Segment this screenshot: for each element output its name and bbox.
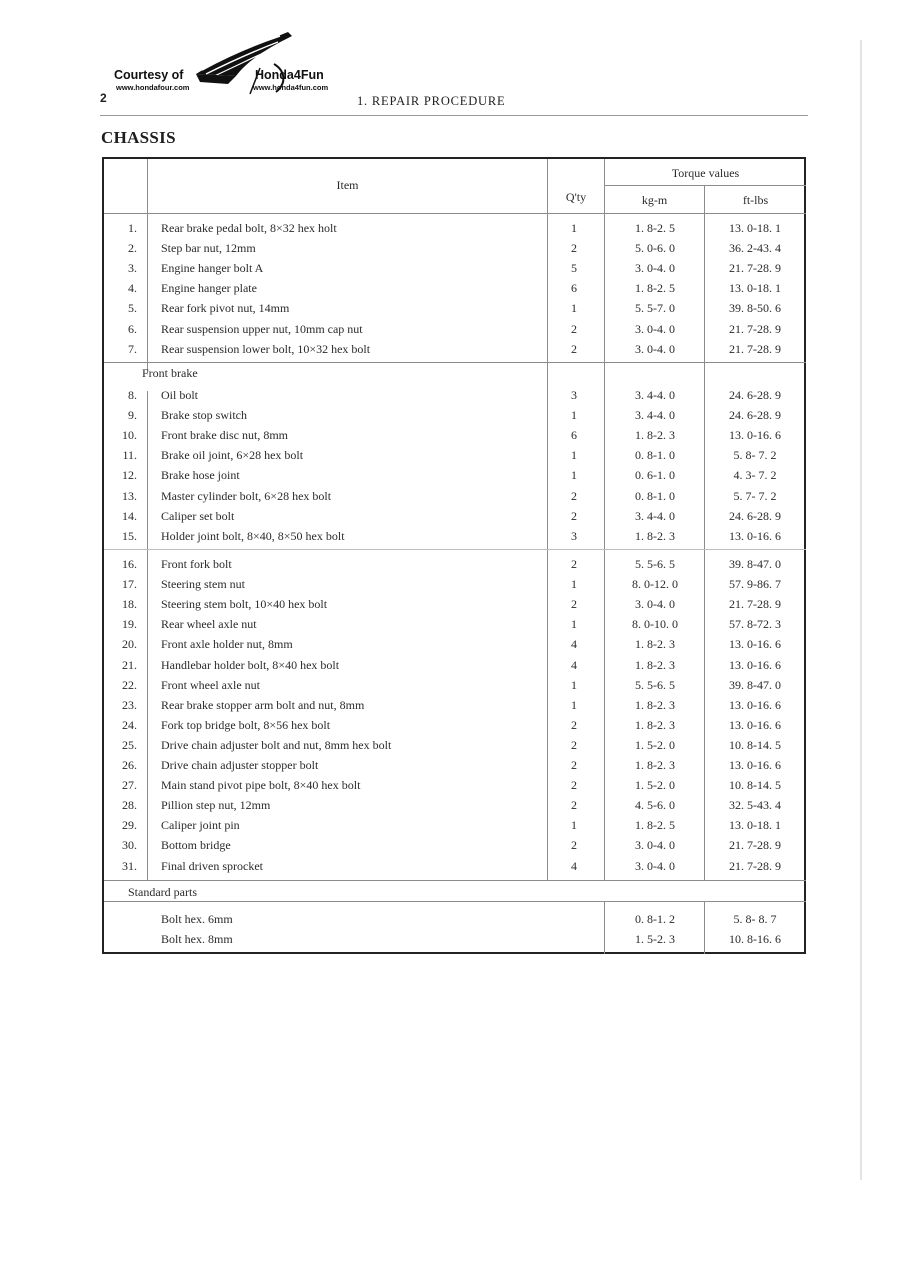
row-torque-kgm: 3. 4-4. 0 [635, 388, 675, 402]
row-item: Drive chain adjuster stopper bolt [161, 758, 319, 772]
page-edge-shadow [860, 40, 862, 1180]
row-number: 17. [122, 577, 137, 592]
row-number: 4. [128, 281, 137, 296]
row-torque-kgm: 3. 4-4. 0 [635, 408, 675, 423]
row-number: 11. [122, 448, 137, 463]
watermark-url-left: www.hondafour.com [116, 83, 190, 92]
standard-parts-rule [104, 901, 806, 902]
row-number: 5. [128, 301, 137, 316]
row-torque-ftlbs: 24. 6-28. 9 [729, 508, 781, 523]
row-torque-ftlbs: 39. 8-50. 6 [729, 301, 781, 316]
row-item: Rear brake stopper arm bolt and nut, 8mm [161, 697, 365, 712]
row-quantity: 1 [571, 468, 577, 483]
row-number: 23. [122, 697, 137, 712]
row-torque-ftlbs: 21. 7-28. 9 [729, 321, 781, 336]
header-rule [100, 115, 808, 116]
row-torque-ftlbs: 13. 0-16. 6 [729, 657, 781, 672]
table-row [104, 775, 804, 795]
header-qty: Q'ty [565, 190, 587, 204]
row-quantity: 6 [571, 281, 577, 296]
row-torque-ftlbs: 13. 0-18. 1 [729, 818, 781, 833]
row-quantity: 3 [571, 528, 577, 543]
row-item: Rear fork pivot nut, 14mm [161, 301, 290, 316]
row-torque-kgm: 3. 0-4. 0 [635, 321, 675, 336]
row-torque-ftlbs: 13. 0-16. 6 [729, 697, 781, 712]
row-item: Step bar nut, 12mm [161, 241, 256, 256]
row-number: 14. [122, 508, 137, 523]
row-torque-ftlbs: 10. 8-16. 6 [729, 932, 781, 947]
row-number: 12. [122, 468, 137, 483]
row-quantity: 2 [571, 758, 577, 772]
row-torque-ftlbs: 13. 0-16. 6 [729, 637, 781, 652]
row-torque-ftlbs: 13. 0-16. 6 [729, 428, 781, 443]
row-quantity: 2 [571, 508, 577, 523]
row-item: Engine hanger plate [161, 281, 257, 296]
row-torque-ftlbs: 21. 7-28. 9 [729, 261, 781, 276]
row-torque-ftlbs: 21. 7-28. 9 [729, 597, 781, 612]
row-quantity: 2 [571, 798, 577, 813]
row-item: Front brake disc nut, 8mm [161, 428, 288, 443]
table-row [104, 258, 804, 278]
row-number: 2. [128, 241, 137, 256]
row-quantity: 1 [571, 221, 577, 235]
row-torque-ftlbs: 10. 8-14. 5 [729, 737, 781, 752]
row-item: Engine hanger bolt A [161, 261, 264, 276]
row-number: 13. [122, 488, 137, 503]
row-item: Rear suspension upper nut, 10mm cap nut [161, 321, 363, 336]
row-torque-ftlbs: 10. 8-14. 5 [729, 778, 781, 793]
table-row [104, 594, 804, 614]
group2-bottom-rule [104, 549, 806, 550]
torque-table [102, 157, 806, 954]
row-torque-kgm: 1. 5-2. 0 [635, 737, 675, 752]
row-quantity: 2 [571, 737, 577, 752]
row-item: Master cylinder bolt, 6×28 hex bolt [161, 488, 332, 503]
row-item: Handlebar holder bolt, 8×40 hex bolt [161, 657, 340, 672]
row-item: Drive chain adjuster bolt and nut, 8mm hex bolt [161, 737, 392, 752]
row-number: 21. [122, 657, 137, 672]
table-row [104, 425, 804, 445]
row-item: Bottom bridge [161, 838, 231, 853]
row-item: Caliper set bolt [161, 508, 235, 523]
row-torque-kgm: 1. 8-2. 3 [635, 758, 675, 772]
row-quantity: 1 [571, 677, 577, 692]
table-row [104, 405, 804, 425]
row-quantity: 1 [571, 577, 577, 592]
row-torque-kgm: 3. 0-4. 0 [635, 838, 675, 853]
row-torque-kgm: 5. 0-6. 0 [635, 241, 675, 256]
row-torque-ftlbs: 36. 2-43. 4 [729, 241, 781, 256]
row-torque-kgm: 1. 8-2. 5 [635, 281, 675, 296]
row-quantity: 2 [571, 341, 577, 356]
row-torque-kgm: 1. 8-2. 3 [635, 528, 675, 543]
table-row [104, 486, 804, 506]
row-item: Oil bolt [161, 388, 199, 402]
torque-subheader-rule [604, 185, 806, 186]
row-torque-ftlbs: 13. 0-16. 6 [729, 758, 781, 772]
table-row [104, 445, 804, 465]
table-row [104, 218, 804, 238]
row-quantity: 1 [571, 617, 577, 632]
row-torque-ftlbs: 39. 8-47. 0 [729, 557, 781, 571]
row-number: 26. [122, 758, 137, 772]
row-quantity: 3 [571, 388, 577, 402]
row-number: 19. [122, 617, 137, 632]
row-torque-ftlbs: 39. 8-47. 0 [729, 677, 781, 692]
row-number: 9. [128, 408, 137, 423]
row-item: Bolt hex. 8mm [161, 932, 233, 947]
row-item: Holder joint bolt, 8×40, 8×50 hex bolt [161, 528, 345, 543]
row-quantity: 2 [571, 557, 577, 571]
row-torque-ftlbs: 24. 6-28. 9 [729, 388, 781, 402]
row-number: 24. [122, 717, 137, 732]
row-item: Bolt hex. 6mm [161, 912, 233, 926]
row-torque-ftlbs: 4. 3- 7. 2 [733, 468, 777, 483]
header-torque: Torque values [671, 166, 740, 180]
table-row [104, 385, 804, 405]
row-quantity: 2 [571, 321, 577, 336]
row-item: Front wheel axle nut [161, 677, 260, 692]
row-item: Front axle holder nut, 8mm [161, 637, 293, 652]
row-torque-kgm: 1. 8-2. 5 [635, 818, 675, 833]
row-torque-kgm: 3. 0-4. 0 [635, 261, 675, 276]
row-number: 25. [122, 737, 137, 752]
row-quantity: 4 [571, 657, 577, 672]
row-item: Brake hose joint [161, 468, 240, 483]
row-torque-kgm: 5. 5-6. 5 [635, 677, 675, 692]
row-torque-kgm: 8. 0-12. 0 [632, 577, 678, 592]
row-item: Rear brake pedal bolt, 8×32 hex holt [161, 221, 337, 235]
row-torque-kgm: 1. 8-2. 3 [635, 657, 675, 672]
row-quantity: 1 [571, 301, 577, 316]
table-row [104, 815, 804, 835]
row-number: 31. [122, 858, 137, 873]
row-number: 6. [128, 321, 137, 336]
row-item: Rear suspension lower bolt, 10×32 hex bolt [161, 341, 371, 356]
group-label-front-brake: Front brake [142, 366, 198, 380]
section-header: 1. REPAIR PROCEDURE [357, 94, 506, 108]
table-row [104, 278, 804, 298]
row-torque-kgm: 0. 6-1. 0 [635, 468, 675, 483]
row-item: Pillion step nut, 12mm [161, 798, 271, 813]
row-quantity: 4 [571, 637, 577, 652]
header-item: Item [336, 178, 359, 192]
row-number: 3. [128, 261, 137, 276]
row-torque-ftlbs: 21. 7-28. 9 [729, 838, 781, 853]
row-torque-ftlbs: 21. 7-28. 9 [729, 341, 781, 356]
row-item: Final driven sprocket [161, 858, 263, 873]
header-ftlbs: ft-lbs [742, 193, 769, 207]
row-number: 15. [122, 528, 137, 543]
row-item: Caliper joint pin [161, 818, 240, 833]
table-row [104, 614, 804, 634]
table-row [104, 339, 804, 359]
table-row [104, 835, 804, 855]
group-label-standard-parts: Standard parts [128, 885, 197, 899]
watermark-courtesy-text: Courtesy of [114, 68, 184, 82]
row-item: Fork top bridge bolt, 8×56 hex bolt [161, 717, 331, 732]
row-torque-kgm: 0. 8-1. 0 [635, 448, 675, 463]
row-torque-ftlbs: 13. 0-16. 6 [729, 717, 781, 732]
row-number: 20. [122, 637, 137, 652]
row-item: Steering stem bolt, 10×40 hex bolt [161, 597, 328, 612]
row-torque-kgm: 1. 5-2. 0 [635, 778, 675, 793]
table-row [104, 695, 804, 715]
row-quantity: 1 [571, 818, 577, 833]
row-item: Main stand pivot pipe bolt, 8×40 hex bolt [161, 778, 361, 793]
page-title: CHASSIS [101, 128, 176, 147]
table-row [104, 298, 804, 318]
row-number: 18. [122, 597, 137, 612]
row-torque-kgm: 1. 8-2. 3 [635, 428, 675, 443]
row-quantity: 1 [571, 697, 577, 712]
row-quantity: 2 [571, 488, 577, 503]
row-torque-kgm: 4. 5-6. 0 [635, 798, 675, 813]
row-torque-kgm: 5. 5-6. 5 [635, 557, 675, 571]
row-number: 1. [128, 221, 137, 235]
row-item: Rear wheel axle nut [161, 617, 257, 632]
row-number: 28. [122, 798, 137, 813]
table-row [104, 554, 804, 574]
table-row [104, 909, 804, 929]
row-torque-kgm: 3. 4-4. 0 [635, 508, 675, 523]
row-torque-ftlbs: 32. 5-43. 4 [729, 798, 781, 813]
row-number: 7. [128, 341, 137, 356]
row-number: 29. [122, 818, 137, 833]
row-torque-kgm: 3. 0-4. 0 [635, 597, 675, 612]
row-number: 22. [122, 677, 137, 692]
row-quantity: 2 [571, 717, 577, 732]
row-torque-ftlbs: 13. 0-18. 1 [729, 221, 781, 235]
row-quantity: 1 [571, 448, 577, 463]
group1-bottom-rule [104, 362, 806, 363]
watermark-url-right: www.honda4fun.com [253, 83, 329, 92]
table-row [104, 655, 804, 675]
row-quantity: 5 [571, 261, 577, 276]
row-torque-ftlbs: 24. 6-28. 9 [729, 408, 781, 423]
row-torque-kgm: 1. 5-2. 3 [635, 932, 675, 947]
row-item: Steering stem nut [161, 577, 245, 592]
row-torque-kgm: 0. 8-1. 0 [635, 488, 675, 503]
row-torque-kgm: 1. 8-2. 5 [635, 221, 675, 235]
row-quantity: 2 [571, 778, 577, 793]
row-quantity: 2 [571, 597, 577, 612]
row-torque-ftlbs: 57. 8-72. 3 [729, 617, 781, 632]
row-item: Front fork bolt [161, 557, 232, 571]
table-row [104, 735, 804, 755]
row-torque-kgm: 0. 8-1. 2 [635, 912, 675, 926]
row-torque-ftlbs: 5. 7- 7. 2 [733, 488, 777, 503]
watermark-brand-text: Honda4Fun [255, 68, 324, 82]
row-number: 16. [122, 557, 137, 571]
row-item: Brake stop switch [161, 408, 247, 423]
row-torque-kgm: 1. 8-2. 3 [635, 697, 675, 712]
header-bottom-rule [104, 213, 806, 214]
row-torque-kgm: 5. 5-7. 0 [635, 301, 675, 316]
table-row [104, 795, 804, 815]
row-torque-ftlbs: 13. 0-18. 1 [729, 281, 781, 296]
row-torque-ftlbs: 13. 0-16. 6 [729, 528, 781, 543]
table-row [104, 634, 804, 654]
header-kgm: kg-m [641, 193, 668, 207]
row-item: Brake oil joint, 6×28 hex bolt [161, 448, 304, 463]
row-number: 30. [122, 838, 137, 853]
table-row [104, 506, 804, 526]
row-quantity: 1 [571, 408, 577, 423]
row-torque-kgm: 3. 0-4. 0 [635, 341, 675, 356]
row-torque-ftlbs: 21. 7-28. 9 [729, 858, 781, 873]
row-number: 27. [122, 778, 137, 793]
table-row [104, 574, 804, 594]
row-number: 8. [128, 388, 137, 402]
table-row [104, 715, 804, 735]
table-row [104, 319, 804, 339]
row-torque-ftlbs: 57. 9-86. 7 [729, 577, 781, 592]
courtesy-watermark [108, 30, 378, 102]
row-number: 10. [122, 428, 137, 443]
table-row [104, 526, 804, 546]
table-row [104, 856, 804, 876]
table-row [104, 465, 804, 485]
row-torque-kgm: 8. 0-10. 0 [632, 617, 678, 632]
page-number: 2 [100, 91, 107, 105]
row-torque-kgm: 1. 8-2. 3 [635, 717, 675, 732]
row-quantity: 2 [571, 241, 577, 256]
row-quantity: 2 [571, 838, 577, 853]
table-row [104, 755, 804, 775]
row-quantity: 6 [571, 428, 577, 443]
row-torque-kgm: 1. 8-2. 3 [635, 637, 675, 652]
row-torque-kgm: 3. 0-4. 0 [635, 858, 675, 873]
group3-bottom-rule [104, 880, 806, 881]
row-torque-ftlbs: 5. 8- 7. 2 [733, 448, 777, 463]
table-row [104, 929, 804, 949]
table-row [104, 238, 804, 258]
row-quantity: 4 [571, 858, 577, 873]
table-row [104, 675, 804, 695]
row-torque-ftlbs: 5. 8- 8. 7 [733, 912, 777, 926]
